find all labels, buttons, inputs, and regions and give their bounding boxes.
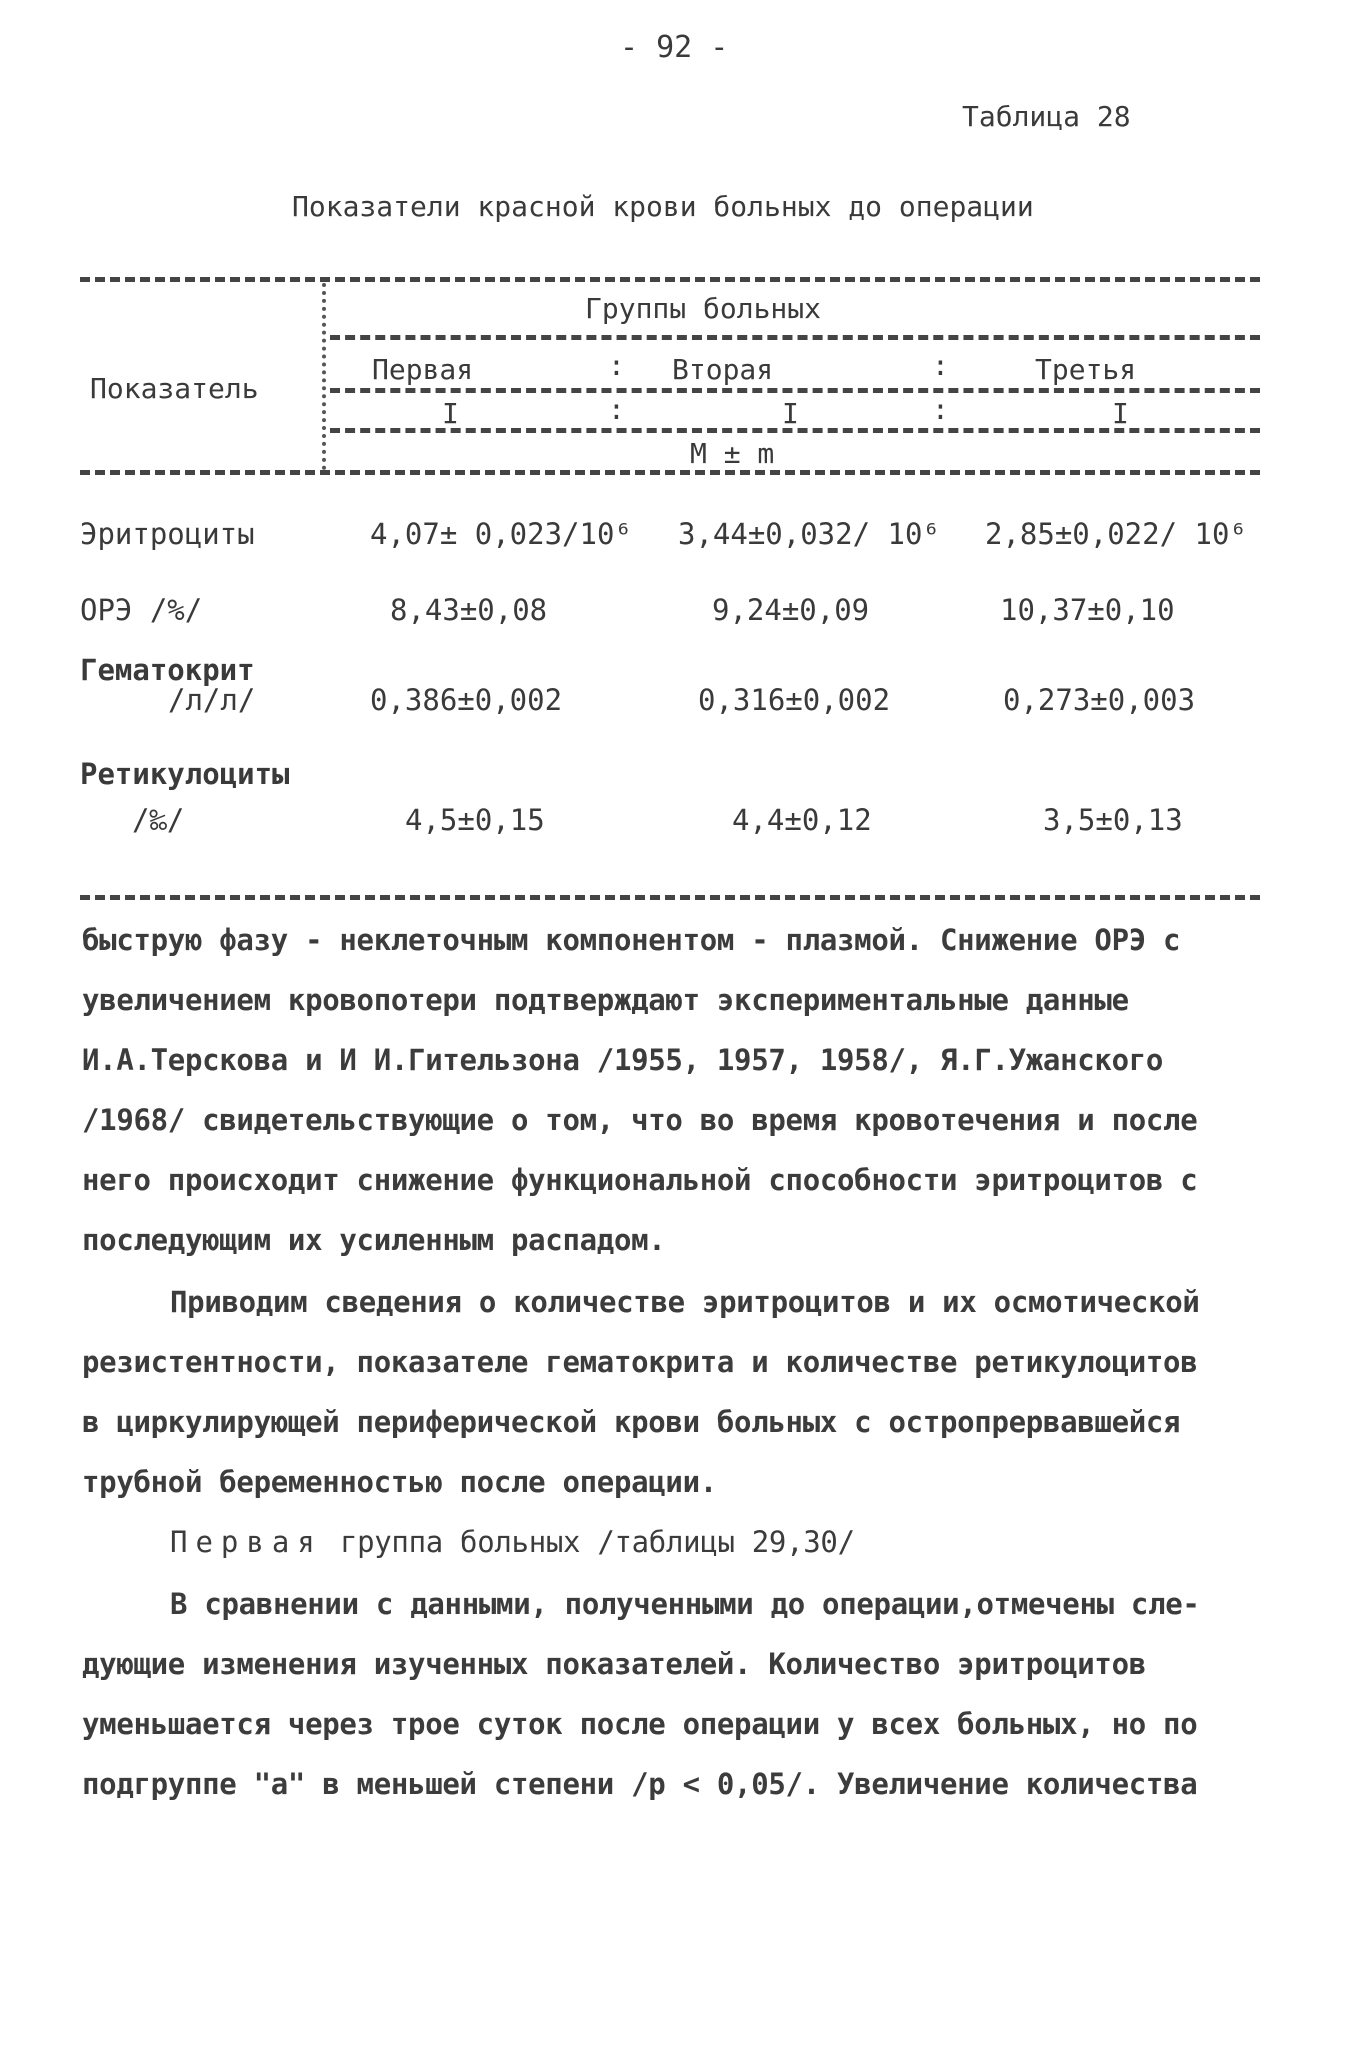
table-top-rule (80, 277, 1260, 282)
group-first: Первая (372, 353, 474, 386)
text-line: уменьшается через трое суток после операции у всех больных, но по (82, 1707, 1198, 1741)
groups-rule (330, 335, 1260, 340)
cell-value: 4,4±0,12 (732, 803, 872, 837)
groups-header: Группы больных (585, 292, 822, 325)
text-line: трубной беременностью после операции. (82, 1465, 717, 1499)
group-separator: : (932, 349, 949, 382)
cell-value: 8,43±0,08 (390, 593, 548, 627)
subheading-spaced: Первая (170, 1525, 323, 1559)
table-bottom-rule (80, 895, 1260, 900)
group-names-rule (330, 388, 1260, 393)
text-line: В сравнении с данными, полученными до операции,отмечены сле- (170, 1587, 1200, 1621)
cell-value: 9,24±0,09 (712, 593, 870, 627)
group-third: Третья (1035, 353, 1137, 386)
cell-value: 4,07± 0,023/10⁶ (370, 517, 632, 551)
text-line: /1968/ свидетельствующие о том, что во время кровотечения и после (82, 1103, 1198, 1137)
cell-value: 0,386±0,002 (370, 683, 563, 717)
text-line: увеличением кровопотери подтверждают экспериментальные данные (82, 983, 1129, 1017)
cell-value: 4,5±0,15 (405, 803, 545, 837)
row-label-reticulocytes: Ретикулоциты (80, 757, 290, 791)
group-first-number: I (442, 397, 459, 430)
table-number: Таблица 28 (962, 100, 1131, 133)
group-separator: : (608, 349, 625, 382)
text-line: подгруппе "а" в меньшей степени /р < 0,05/. Увеличение количества (82, 1767, 1198, 1801)
row-label-ore: ОРЭ /%/ (80, 593, 203, 627)
row-label-hematocrit: Гематокрит (80, 653, 255, 687)
row-label-unit: /л/л/ (168, 683, 256, 717)
stat-label: M ± m (690, 437, 775, 470)
group-third-number: I (1112, 397, 1129, 430)
text-line: дующие изменения изученных показателей. Количество эритроцитов (82, 1647, 1146, 1681)
cell-value: 0,273±0,003 (1003, 683, 1196, 717)
page-number: - 92 - (620, 30, 729, 65)
header-bottom-rule (80, 470, 1260, 475)
group-second-number: I (782, 397, 799, 430)
text-line: в циркулирующей периферической крови больных с остропрервавшейся (82, 1405, 1181, 1439)
header-divider (322, 283, 326, 470)
cell-value: 0,316±0,002 (698, 683, 891, 717)
text-line: Приводим сведения о количестве эритроцитов и их осмотической (170, 1285, 1200, 1319)
text-line: резистентности, показателе гематокрита и количестве ретикулоцитов (82, 1345, 1198, 1379)
subheading-rest: группа больных /таблицы 29,30/ (339, 1525, 855, 1559)
table-title: Показатели красной крови больных до операции (292, 190, 1034, 223)
group-separator: : (608, 393, 625, 426)
subheading (170, 1525, 855, 1559)
indicator-header: Показатель (90, 372, 259, 405)
text-line: И.А.Терскова и И И.Гительзона /1955, 1957, 1958/, Я.Г.Ужанского (82, 1043, 1164, 1077)
cell-value: 2,85±0,022/ 10⁶ (985, 517, 1247, 551)
cell-value: 3,44±0,032/ 10⁶ (678, 517, 940, 551)
row-label-erythrocytes: Эритроциты (80, 517, 255, 551)
text-line: последующим их усиленным распадом. (82, 1223, 666, 1257)
cell-value: 10,37±0,10 (1000, 593, 1175, 627)
row-label-unit: /‰/ (132, 803, 185, 837)
group-separator: : (932, 393, 949, 426)
cell-value: 3,5±0,13 (1043, 803, 1183, 837)
group-second: Вторая (672, 353, 774, 386)
text-line: быструю фазу - неклеточным компонентом - плазмой. Снижение ОРЭ с (82, 923, 1181, 957)
text-line: него происходит снижение функциональной способности эритроцитов с (82, 1163, 1198, 1197)
